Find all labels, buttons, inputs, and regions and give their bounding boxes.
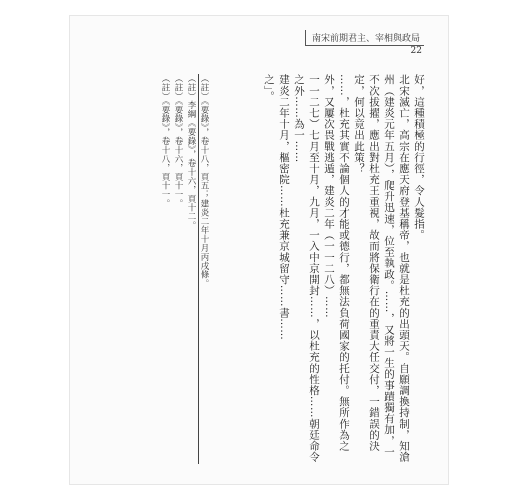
body-paragraph: 之」。 bbox=[263, 74, 275, 103]
body-paragraph: 建炎二年十月，樞密院……杜充兼京城留守……書…… bbox=[278, 74, 290, 341]
body-paragraph: ……，杜充其實不論個人的才能或德行，都無法負荷國家的托付。無所作為之外，又屢次畏戰逃遁，建炎二年（一一二八）…… bbox=[323, 74, 350, 452]
footnote: （註）《要錄》，卷十八，頁五；建炎二年十月丙戌條。 bbox=[199, 74, 209, 288]
footnote: （註）《要錄》，卷十八，頁十一。 bbox=[160, 74, 170, 208]
footnotes bbox=[158, 74, 210, 466]
page-number: 22 bbox=[410, 46, 422, 56]
body-text bbox=[261, 74, 426, 466]
running-head: 南宋前期君主、宰相與政局 bbox=[305, 30, 424, 46]
body-paragraph: 好，這種積極的行徑，令人髮指。 bbox=[413, 74, 425, 241]
footnote: （註）李綱《要錄》，卷十六，頁十二。 bbox=[186, 74, 196, 230]
body-paragraph: 北宋滅亡，高宗在應天府登基稱帝，也就是杜充的出頭天。自願調換持制，知滄州（建炎元年五月），爬升迅速，位至執政。……，又將一生的事蹟獨有加，一不次拔擢，應出對杜充王重視，故而將保衛行在的重責大任交付，一錯誤的決定，何以竟出此策？ bbox=[353, 74, 410, 463]
footnote: （註）《要錄》，卷十六，頁十一。 bbox=[173, 74, 183, 208]
body-paragraph: 一一二七）七月至十月，九月，一入中京開封……，以杜充的性格……朝廷命令之外……為一…… bbox=[293, 74, 320, 463]
book-page bbox=[70, 16, 448, 484]
